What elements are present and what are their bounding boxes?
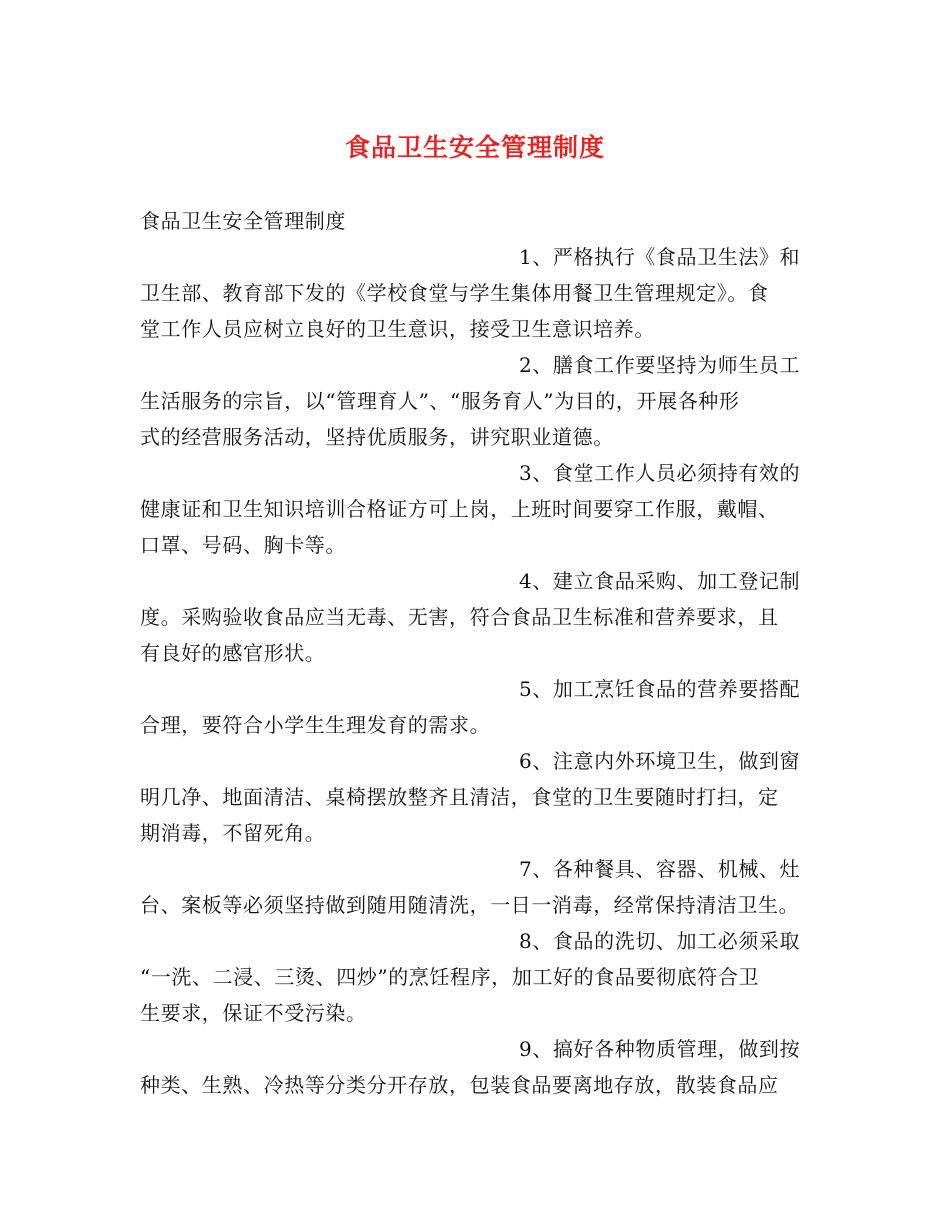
paragraph-line: 8、食品的洗切、加工必须采取 bbox=[519, 929, 801, 953]
paragraph-line: 期消毒，不留死角。 bbox=[140, 821, 326, 845]
paragraph-line: 种类、生熟、冷热等分类分开存放，包装食品要离地存放，散装食品应 bbox=[140, 1073, 779, 1097]
paragraph-line: 4、建立食品采购、加工登记制 bbox=[519, 569, 801, 593]
paragraph-line: 生活服务的宗旨，以“管理育人”、“服务育人”为目的，开展各种形 bbox=[140, 389, 740, 413]
paragraph-line: 6、注意内外环境卫生，做到窗 bbox=[519, 749, 801, 773]
paragraph-line: 3、食堂工作人员必须持有效的 bbox=[519, 461, 801, 485]
paragraph-line: 合理，要符合小学生生理发育的需求。 bbox=[140, 713, 491, 737]
paragraph-line: 度。采购验收食品应当无毒、无害，符合食品卫生标准和营养要求，且 bbox=[140, 605, 779, 629]
paragraph-line: 5、加工烹饪食品的营养要搭配 bbox=[519, 677, 801, 701]
paragraph-line: 明几净、地面清洁、桌椅摆放整齐且清洁，食堂的卫生要随时打扫，定 bbox=[140, 785, 779, 809]
paragraph-line: “一洗、二浸、三烫、四炒”的烹饪程序，加工好的食品要彻底符合卫 bbox=[140, 965, 760, 989]
paragraph-line: 式的经营服务活动，坚持优质服务，讲究职业道德。 bbox=[140, 425, 614, 449]
paragraph-line: 台、案板等必须坚持做到随用随清洗，一日一消毒，经常保持清洁卫生。 bbox=[140, 893, 800, 917]
document-subtitle: 食品卫生安全管理制度 bbox=[140, 209, 346, 233]
paragraph-line: 健康证和卫生知识培训合格证方可上岗，上班时间要穿工作服，戴帽、 bbox=[140, 497, 779, 521]
paragraph-line: 9、搞好各种物质管理，做到按 bbox=[519, 1037, 801, 1061]
paragraph-line: 7、各种餐具、容器、机械、灶 bbox=[519, 857, 801, 881]
paragraph-line: 堂工作人员应树立良好的卫生意识，接受卫生意识培养。 bbox=[140, 317, 655, 341]
document-title: 食品卫生安全管理制度 bbox=[344, 133, 605, 162]
paragraph-line: 2、膳食工作要坚持为师生员工 bbox=[519, 353, 801, 377]
paragraph-line: 卫生部、教育部下发的《学校食堂与学生集体用餐卫生管理规定》。食 bbox=[140, 281, 769, 305]
paragraph-line: 有良好的感官形状。 bbox=[140, 641, 326, 665]
paragraph-line: 1、严格执行《食品卫生法》和 bbox=[519, 245, 801, 269]
paragraph-line: 口罩、号码、胸卡等。 bbox=[140, 533, 346, 557]
paragraph-line: 生要求，保证不受污染。 bbox=[140, 1001, 367, 1025]
